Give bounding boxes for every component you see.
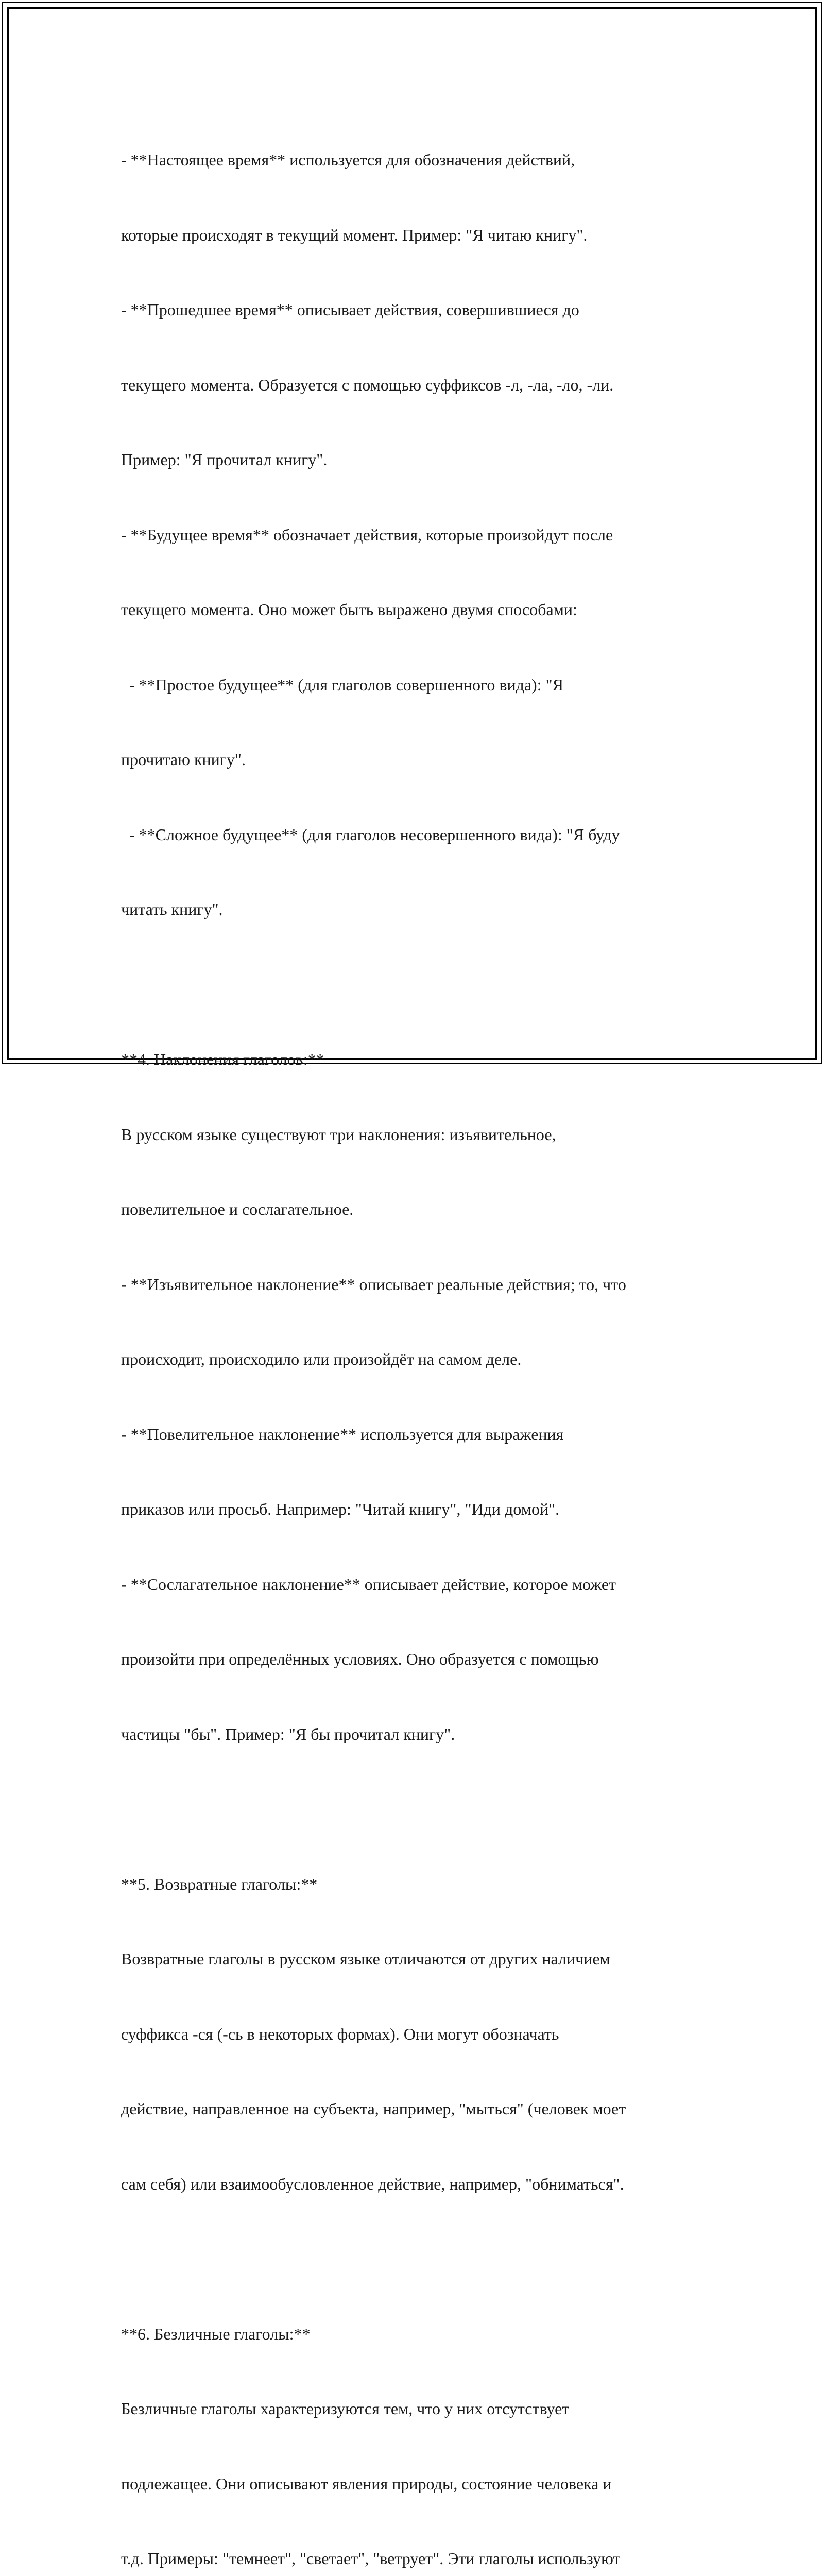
text-line: сам себя) или взаимообусловленное действие, например, "обниматься". (121, 2174, 624, 2193)
text-line: действие, направленное на субъекта, например, "мыться" (человек моет (121, 2099, 626, 2118)
text-line: текущего момента. Оно может быть выражено двумя способами: (121, 600, 577, 619)
text-line: приказов или просьб. Например: "Читай книгу", "Иди домой". (121, 1500, 560, 1518)
text-line: которые происходят в текущий момент. Пример: "Я читаю книгу". (121, 225, 588, 244)
text-line: Возвратные глаголы в русском языке отличаются от других наличием (121, 1950, 610, 1968)
text-line: т.д. Примеры: "темнеет", "светает", "ветрует". Эти глаголы используют (121, 2549, 621, 2568)
text-line: - **Сложное будущее** (для глаголов несовершенного вида): "Я буду (121, 825, 620, 844)
section-heading: **6. Безличные глаголы:** (121, 2324, 311, 2343)
text-line: - **Настоящее время** используется для обозначения действий, (121, 150, 575, 169)
text-line: Пример: "Я прочитал книгу". (121, 450, 328, 469)
text-line: частицы "бы". Пример: "Я бы прочитал книгу". (121, 1724, 455, 1743)
text-line: - **Сослагательное наклонение** описывает действие, которое может (121, 1574, 616, 1594)
text-line: - **Прошедшее время** описывает действия, совершившиеся до (121, 300, 579, 319)
text-line: В русском языке существуют три наклонения: изъявительное, (121, 1125, 556, 1144)
section-heading: **4. Наклонения глаголов:** (121, 1050, 324, 1069)
text-line: - **Простое будущее** (для глаголов совершенного вида): "Я (121, 675, 563, 694)
text-line: прочитаю книгу". (121, 750, 246, 769)
section-heading: **5. Возвратные глаголы:** (121, 1874, 318, 1893)
text-line: - **Повелительное наклонение** используется для выражения (121, 1425, 564, 1444)
blank-line (121, 2246, 729, 2272)
document-text (121, 97, 729, 2576)
text-line: подлежащее. Они описывают явления природы, состояние человека и (121, 2474, 612, 2493)
text-line: читать книгу". (121, 900, 223, 919)
text-line: происходит, происходило или произойдёт на самом деле. (121, 1350, 522, 1368)
text-line: текущего момента. Образуется с помощью суффиксов -л, -ла, -ло, -ли. (121, 375, 614, 394)
blank-line (121, 1797, 729, 1822)
text-line: произойти при определённых условиях. Оно образуется с помощью (121, 1650, 599, 1668)
text-line: повелительное и сослагательное. (121, 1200, 354, 1218)
text-line: - **Изъявительное наклонение** описывает реальные действия; то, что (121, 1275, 626, 1294)
text-line: Безличные глаголы характеризуются тем, что у них отсутствует (121, 2399, 570, 2418)
text-line: - **Будущее время** обозначает действия, которые произойдут после (121, 525, 613, 544)
text-line: суффикса -ся (-сь в некоторых формах). Они могут обозначать (121, 2024, 559, 2043)
blank-line (121, 972, 729, 997)
